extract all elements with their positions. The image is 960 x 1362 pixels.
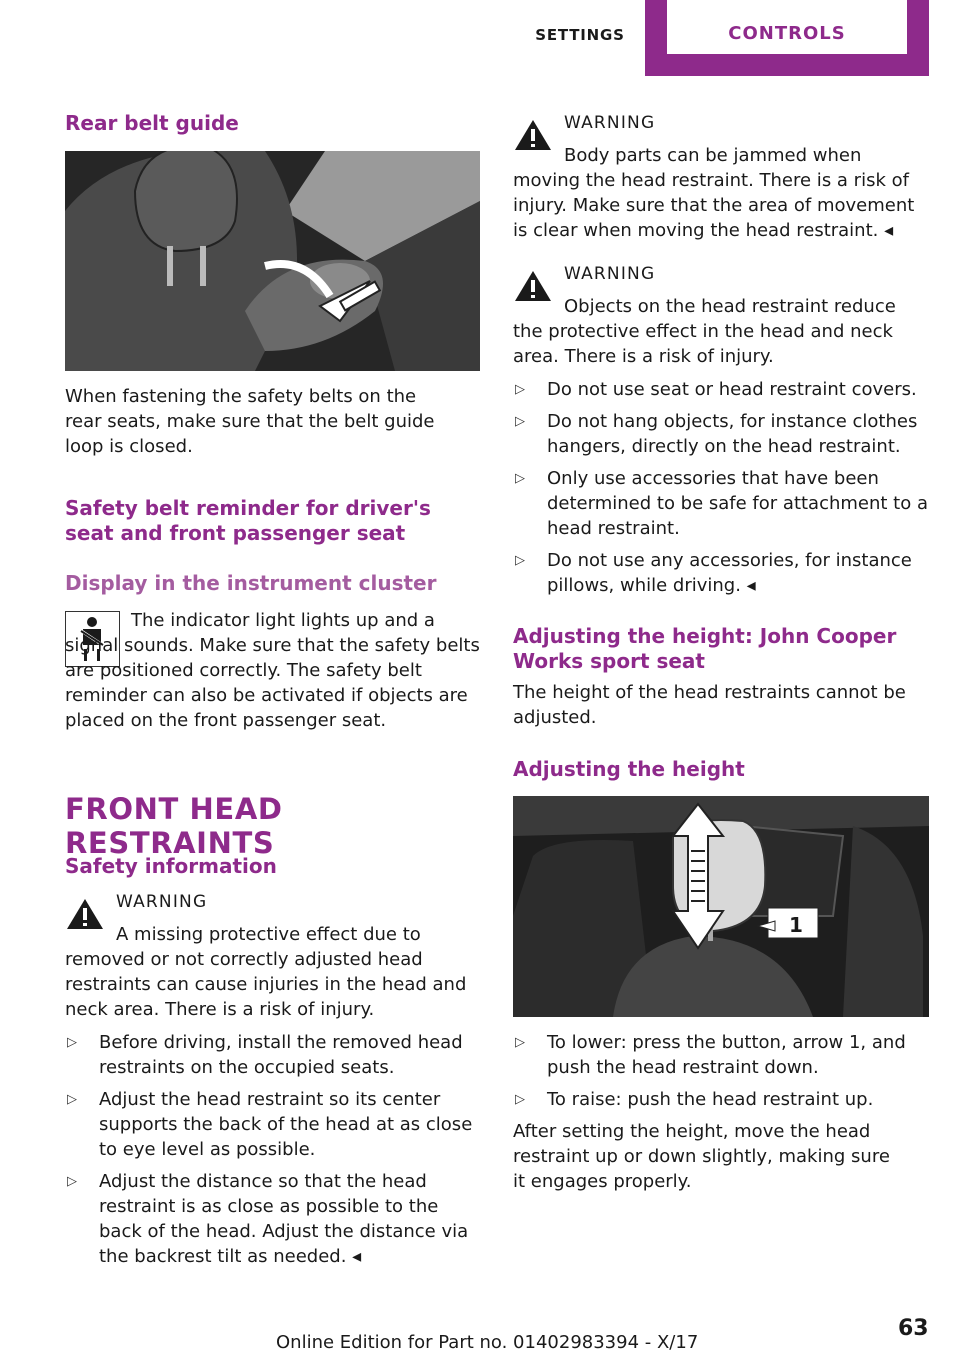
rear-belt-text: When fastening the safety belts on the rear seats, make sure that the belt guide loop is closed.	[65, 386, 435, 457]
height-text: After setting the height, move the head restraint up or down slightly, making sure it engages properly.	[513, 1121, 890, 1192]
bullet-arrow-icon: ▷	[67, 1174, 77, 1189]
warning1-text: Body parts can be jammed when moving the head restraint. There is a risk of injury. Make sure that the area of movement is clear when moving the head restraint. ◂	[513, 145, 915, 241]
bullet-arrow-icon: ▷	[515, 1092, 525, 1107]
section-title: FRONT HEAD RESTRAINTS	[65, 792, 283, 860]
bullet-arrow-icon: ▷	[515, 382, 525, 397]
list-item: ▷ Do not use any accessories, for instance pillows, while driving. ◂	[515, 550, 912, 596]
jcw-heading: Adjusting the height: John Cooper Works sport seat	[513, 624, 897, 673]
safety-heading: Safety information	[65, 854, 277, 878]
list-item: ▷ Adjust the distance so that the head restraint is as close as possible to the back of the head. Adjust the distance via the backrest tilt as needed. ◂	[67, 1171, 469, 1267]
warning2-label: WARNING	[564, 264, 656, 284]
list-item: ▷ Before driving, install the removed head restraints on the occupied seats.	[67, 1032, 463, 1078]
list-item: ▷ To raise: push the head restraint up.	[515, 1089, 874, 1110]
reminder-heading: Safety belt reminder for driver's seat and front passenger seat	[65, 496, 431, 545]
list-item: ▷ Do not use seat or head restraint covers.	[515, 379, 917, 400]
restraint-cover-bullets	[513, 377, 929, 605]
display-text: The indicator light lights up and a signal sounds. Make sure that the safety belts are positioned correctly. The safety belt reminder can also be activated if objects are placed on the front passenger seat.	[65, 610, 480, 731]
bullet-arrow-icon: ▷	[515, 1035, 525, 1050]
head-restraint-bullets	[65, 1030, 480, 1276]
tab-controls-label: CONTROLS	[728, 23, 846, 44]
bullet-arrow-icon: ▷	[515, 553, 525, 568]
tab-settings[interactable]	[510, 0, 650, 76]
list-item: ▷ To lower: press the button, arrow 1, and push the head restraint down.	[515, 1032, 906, 1078]
rear-belt-heading: Rear belt guide	[65, 111, 239, 135]
height-bullets	[513, 1030, 929, 1119]
warning1-label: WARNING	[564, 113, 656, 133]
tab-settings-label: SETTINGS	[535, 26, 625, 44]
height-heading: Adjusting the height	[513, 757, 745, 781]
tab-controls[interactable]	[645, 0, 929, 76]
photo-callout-label: 1	[789, 913, 803, 937]
head-restraint-illustration	[513, 796, 929, 1017]
bullet-arrow-icon: ▷	[515, 414, 525, 429]
warning-label: WARNING	[116, 892, 208, 912]
display-heading: Display in the instrument cluster	[65, 571, 437, 595]
list-item: ▷ Only use accessories that have been determined to be safe for attachment to a head restraint.	[515, 468, 929, 539]
warning2-text: Objects on the head restraint reduce the protective effect in the head and neck area. There is a risk of injury.	[513, 296, 896, 367]
page-number: 63	[898, 1316, 929, 1341]
rear-seat-illustration	[65, 151, 480, 371]
bullet-arrow-icon: ▷	[515, 471, 525, 486]
bullet-arrow-icon: ▷	[67, 1092, 77, 1107]
rear-belt-photo	[65, 151, 480, 371]
footer-edition: Online Edition for Part no. 01402983394 - X/17	[276, 1332, 699, 1353]
bullet-arrow-icon: ▷	[67, 1035, 77, 1050]
list-item: ▷ Do not hang objects, for instance clothes hangers, directly on the head restraint.	[515, 411, 918, 457]
warning-text: A missing protective effect due to removed or not correctly adjusted head restraints can cause injuries in the head and neck area. There is a risk of injury.	[65, 924, 467, 1020]
jcw-text: The height of the head restraints cannot be adjusted.	[513, 682, 906, 728]
list-item: ▷ Adjust the head restraint so its center supports the back of the head at as close to eye level as possible.	[67, 1089, 473, 1160]
head-restraint-photo	[513, 796, 929, 1017]
